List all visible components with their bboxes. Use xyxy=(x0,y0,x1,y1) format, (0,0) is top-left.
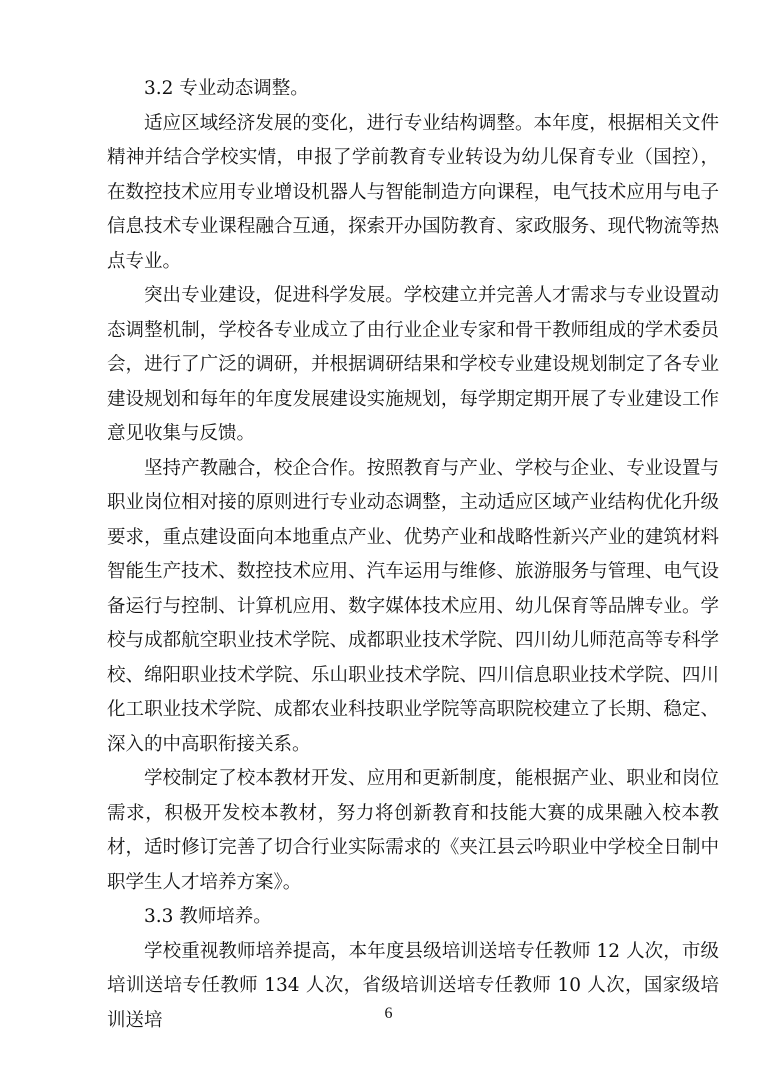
section-heading-3-3: 3.3 教师培养。 xyxy=(144,906,272,927)
document-body xyxy=(107,72,719,1038)
page-number: 6 xyxy=(384,1005,393,1022)
section-heading-3-2: 3.2 专业动态调整。 xyxy=(144,78,309,99)
paragraph-structure-adjustment: 适应区域经济发展的变化，进行专业结构调整。本年度，根据相关文件精神并结合学校实情，申报了学前教育专业转设为幼儿保育专业（国控），在数控技术应用专业增设机器人与智能制造方向课程，电气技术应用与电子信息技术专业课程融合互通，探索开办国防教育、家政服务、现代物流等热点专业。 xyxy=(107,112,719,272)
paragraph-specialty-construction: 突出专业建设，促进科学发展。学校建立并完善人才需求与专业设置动态调整机制，学校各专业成立了由行业企业专家和骨干教师组成的学术委员会，进行了广泛的调研，并根据调研结果和学校专业建设规划制定了各专业建设规划和每年的年度发展建设实施规划，每学期定期开展了专业建设工作意见收集与反馈。 xyxy=(107,285,719,444)
paragraph-teacher-training: 学校重视教师培养提高，本年度县级培训送培专任教师 12 人次，市级培训送培专任教师 134 人次，省级培训送培专任教师 10 人次，国家级培训送培 xyxy=(107,940,719,1031)
paragraph-industry-education-integration: 坚持产教融合，校企合作。按照教育与产业、学校与企业、专业设置与职业岗位相对接的原则进行专业动态调整，主动适应区域产业结构优化升级要求，重点建设面向本地重点产业、优势产业和战略性新兴产业的建筑材料智能生产技术、数控技术应用、汽车运用与维修、旅游服务与管理、电气设备运行与控制、计算机应用、数字媒体技术应用、幼儿保育等品牌专业。学校与成都航空职业技术学院、成都职业技术学院、四川幼儿师范高等专科学校、绵阳职业技术学院、乐山职业技术学院、四川信息职业技术学院、四川化工职业技术学院、成都农业科技职业学院等高职院校建立了长期、稳定、深入的中高职衔接关系。 xyxy=(107,457,719,755)
paragraph-school-textbooks: 学校制定了校本教材开发、应用和更新制度，能根据产业、职业和岗位需求，积极开发校本教材，努力将创新教育和技能大赛的成果融入校本教材，适时修订完善了切合行业实际需求的《夹江县云吟职业中学校全日制中职学生人才培养方案》。 xyxy=(107,768,719,893)
